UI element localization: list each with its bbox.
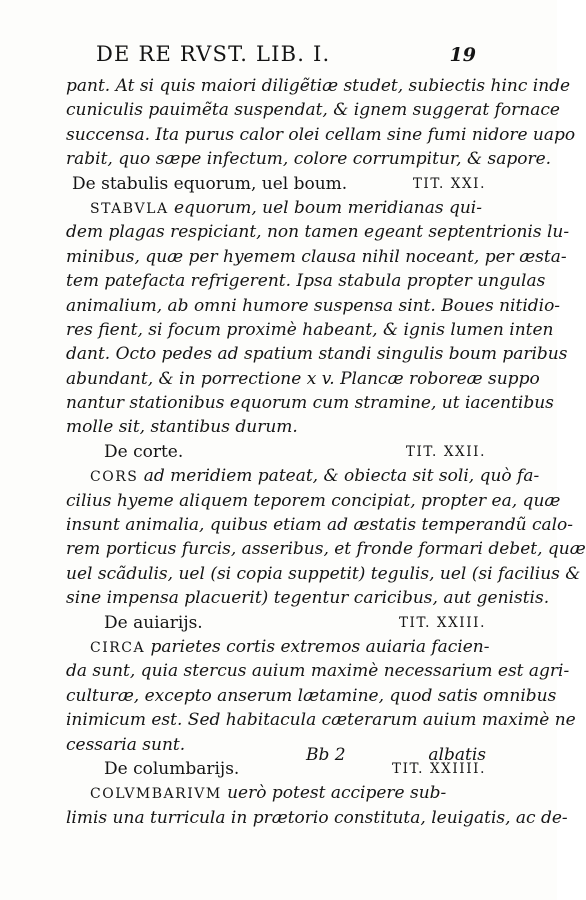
line-text: ad meridiem pateat, & obiecta sit soli, quò fa- bbox=[138, 466, 540, 487]
line-text: rem porticus furcis, asseribus, et fronde formari debet, quæ bbox=[66, 539, 586, 560]
running-head-title: DE RE RVST. LIB. I. bbox=[96, 42, 331, 66]
line-text: da sunt, quia stercus auium maximè necessarium est agri- bbox=[66, 661, 570, 682]
line-text: nantur stationibus equorum cum stramine, ut iacentibus bbox=[66, 393, 554, 414]
text-line bbox=[66, 537, 586, 561]
text-line bbox=[66, 342, 568, 366]
line-text: limis una turricula in prætorio constituta, leuigatis, ac de- bbox=[66, 807, 568, 828]
text-line bbox=[66, 684, 557, 708]
line-text: abundant, & in porrectione x v. Plancæ roboreæ suppo bbox=[66, 368, 540, 389]
text-line bbox=[66, 464, 540, 488]
line-text: uel scãdulis, uel (si copia suppetit) tegulis, uel (si facilius & bbox=[66, 563, 581, 584]
section-number: TIT. XXI. bbox=[412, 175, 486, 192]
text-line bbox=[66, 415, 486, 439]
section-heading bbox=[66, 611, 486, 635]
section-title: De auiarijs. bbox=[104, 612, 203, 633]
line-text: res fient, si focum proximè habeant, & ignis lumen inten bbox=[66, 319, 554, 340]
section-heading bbox=[66, 440, 486, 464]
text-line bbox=[66, 98, 560, 122]
text-line bbox=[66, 196, 486, 220]
section-title: De columbarijs. bbox=[104, 758, 240, 779]
line-text: pant. At si quis maiori diligẽtiæ studet, subiectis hinc inde bbox=[66, 76, 571, 96]
text-line bbox=[66, 269, 546, 293]
page-number: 19 bbox=[449, 44, 476, 66]
line-text: uerò potest accipere sub- bbox=[221, 783, 447, 804]
line-text: succensa. Ita purus calor olei cellam sine fumi nidore uapo bbox=[66, 124, 576, 145]
text-line bbox=[66, 391, 554, 415]
text-line bbox=[66, 586, 550, 610]
initial-word: CORS bbox=[90, 469, 139, 486]
section-number: TIT. XXIII. bbox=[398, 614, 486, 631]
line-text: cessaria sunt. bbox=[66, 734, 186, 755]
initial-word: CIRCA bbox=[90, 639, 146, 656]
line-text: cuniculis pauimẽta suspendat, & ignem suggerat fornace bbox=[66, 100, 560, 121]
section-title: De stabulis equorum, uel boum. bbox=[72, 173, 348, 194]
body-text bbox=[66, 74, 586, 830]
section-number: TIT. XXII. bbox=[405, 443, 486, 460]
text-line bbox=[66, 513, 574, 537]
text-line bbox=[66, 318, 554, 342]
text-line bbox=[66, 806, 568, 830]
text-line bbox=[66, 245, 567, 269]
line-text: tem patefacta refrigerent. Ipsa stabula propter ungulas bbox=[66, 271, 546, 292]
section-number: TIT. XXIIII. bbox=[392, 760, 486, 777]
section-title: De corte. bbox=[104, 441, 184, 462]
line-text: minibus, quæ per hyemem clausa nihil noceant, per æsta- bbox=[66, 246, 567, 267]
text-line bbox=[66, 659, 570, 683]
text-line bbox=[66, 147, 552, 171]
line-text: inimicum est. Sed habitacula cæterarum auium maximè ne bbox=[66, 710, 576, 731]
text-line bbox=[66, 220, 570, 244]
text-line bbox=[66, 708, 576, 732]
signature-mark: Bb 2 bbox=[306, 745, 346, 765]
text-line bbox=[66, 635, 490, 659]
catchword: albatis bbox=[428, 745, 486, 765]
page-footer bbox=[66, 745, 486, 771]
initial-word: COLVMBARIVM bbox=[90, 786, 222, 803]
running-head bbox=[66, 42, 476, 72]
text-line bbox=[66, 123, 576, 147]
line-text: equorum, uel boum meridianas qui- bbox=[168, 197, 482, 218]
section-heading bbox=[66, 172, 486, 196]
text-line bbox=[66, 562, 581, 586]
line-text: molle sit, stantibus durum. bbox=[66, 417, 298, 438]
line-text: rabit, quo sæpe infectum, colore corrumpitur, & sapore. bbox=[66, 149, 552, 170]
line-text: animalium, ab omni humore suspensa sint. Boues nitidio- bbox=[66, 295, 561, 316]
initial-word: STABVLA bbox=[90, 200, 169, 217]
text-line bbox=[66, 781, 486, 805]
text-line bbox=[66, 294, 561, 318]
line-text: parietes cortis extremos auiaria facien- bbox=[145, 636, 490, 657]
line-text: sine impensa placuerit) tegentur caricibus, aut genistis. bbox=[66, 588, 550, 609]
line-text: culturæ, excepto anserum lætamine, quod satis omnibus bbox=[66, 685, 557, 706]
line-text: dem plagas respiciant, non tamen egeant septentrionis lu- bbox=[66, 222, 570, 243]
text-line bbox=[66, 489, 561, 513]
text-line bbox=[66, 367, 540, 391]
line-text: dant. Octo pedes ad spatium standi singulis boum paribus bbox=[66, 344, 568, 365]
text-line bbox=[66, 74, 571, 98]
line-text: cilius hyeme aliquem teporem concipiat, propter ea, quæ bbox=[66, 490, 561, 511]
line-text: insunt animalia, quibus etiam ad æstatis temperandũ calo- bbox=[66, 515, 574, 536]
